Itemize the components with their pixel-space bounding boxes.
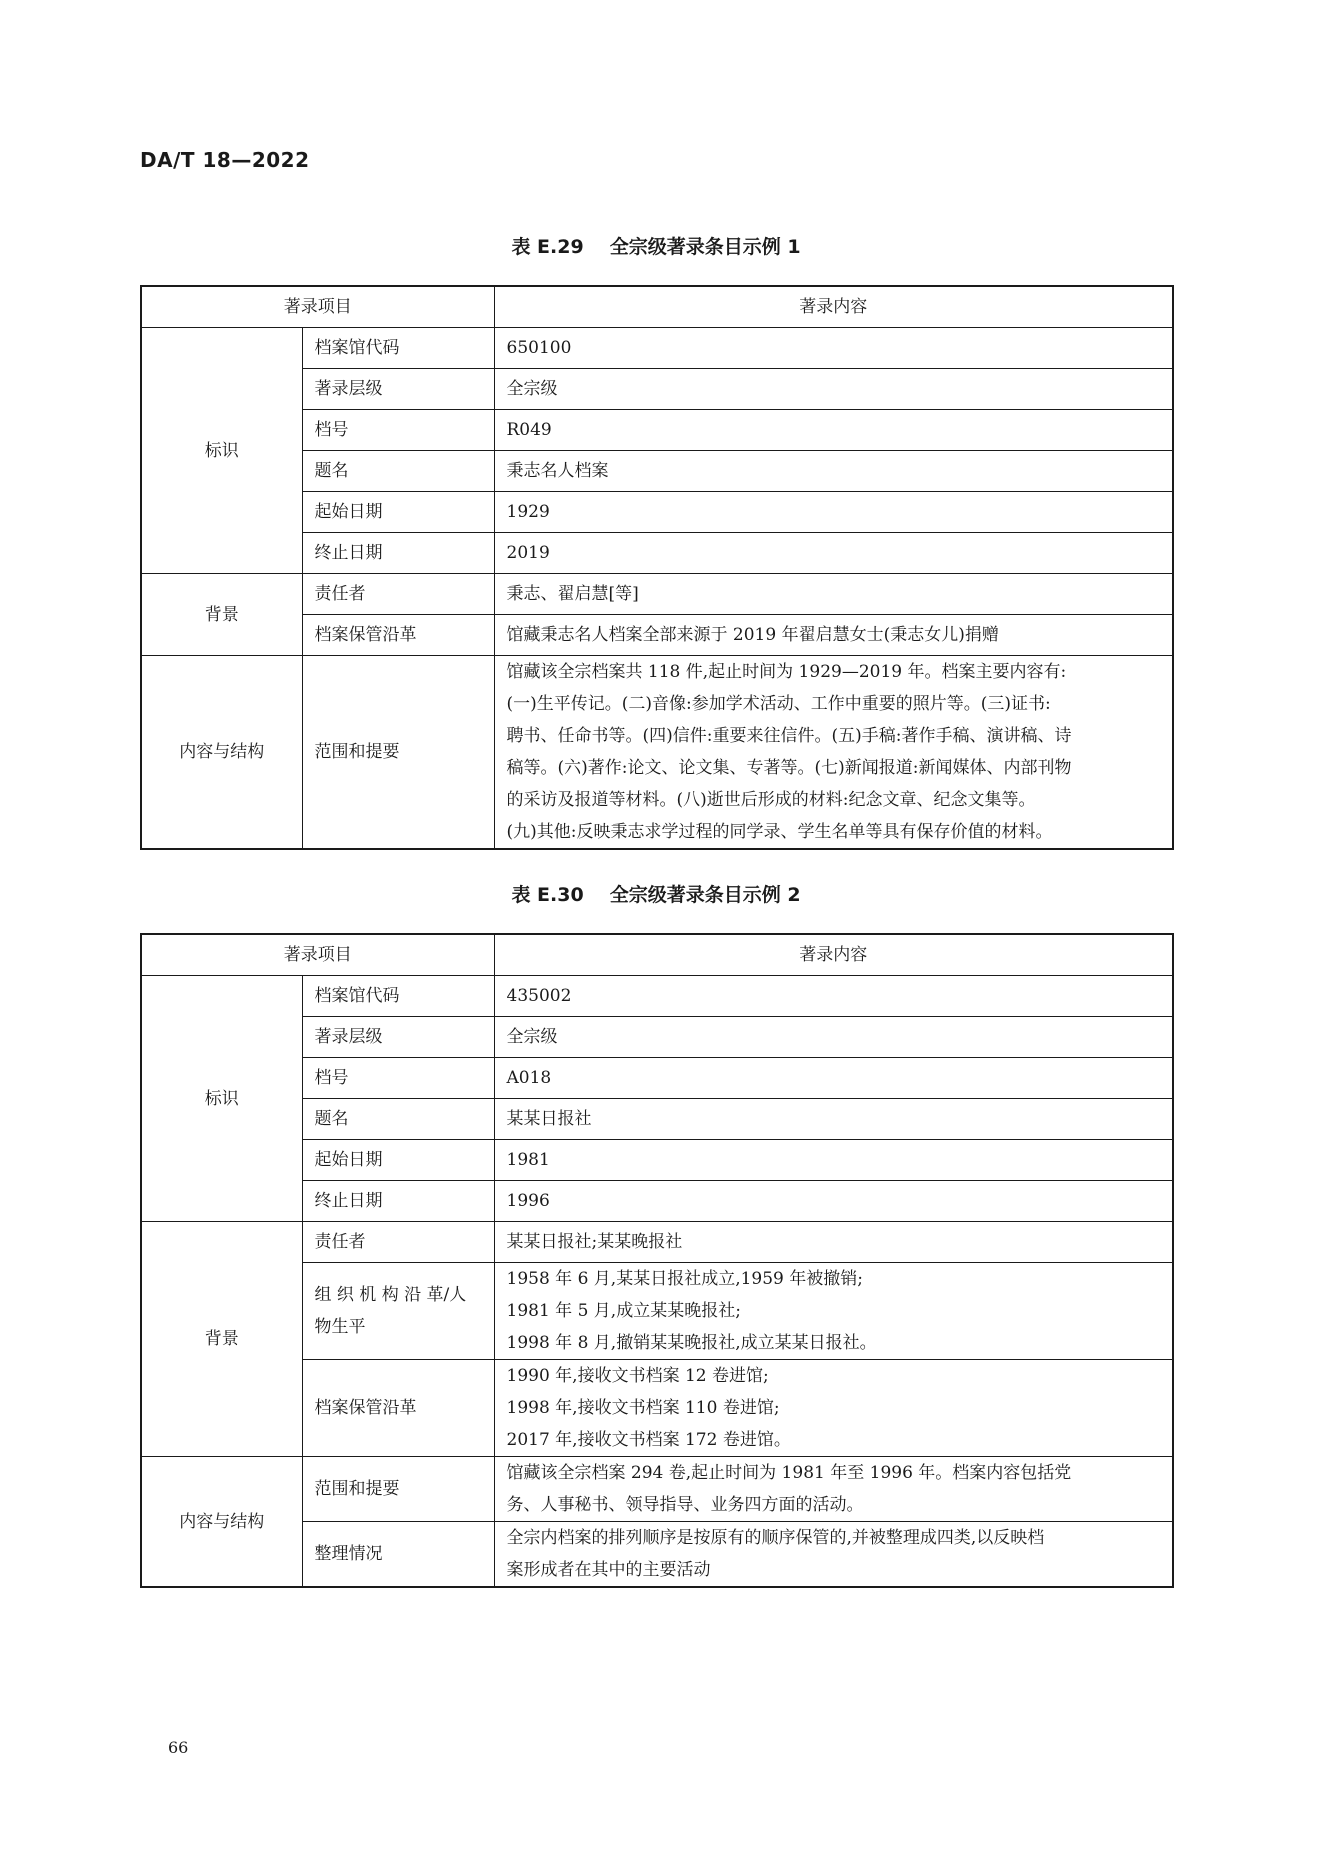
page-number: 66 (168, 1738, 189, 1757)
row-value (494, 1457, 1173, 1522)
table-row (141, 574, 1173, 615)
row-value (494, 656, 1173, 850)
standard-code: DA/T 18—2022 (140, 148, 310, 172)
row-label: 整理情况 (302, 1522, 494, 1588)
text-line: 案形成者在其中的主要活动 (506, 1560, 711, 1580)
row-label: 档号 (302, 410, 494, 451)
row-label: 责任者 (302, 574, 494, 615)
caption-number: 表 E.30 (511, 884, 584, 906)
text-line: 馆藏该全宗档案 294 卷,起止时间为 1981 年至 1996 年。档案内容包括党 (506, 1463, 1072, 1483)
table-header-row (141, 286, 1173, 328)
text-line: 务、人事秘书、领导指导、业务四方面的活动。 (506, 1495, 864, 1515)
row-label: 题名 (302, 1099, 494, 1140)
catalog-table-1 (140, 285, 1174, 850)
group-content: 内容与结构 (141, 656, 302, 850)
catalog-table-2 (140, 933, 1174, 1588)
row-label: 终止日期 (302, 1181, 494, 1222)
row-label: 范围和提要 (302, 1457, 494, 1522)
table-row (141, 1457, 1173, 1522)
header-content: 著录内容 (494, 934, 1173, 976)
caption-number: 表 E.29 (511, 236, 584, 258)
group-identity: 标识 (141, 328, 302, 574)
table-caption-2 (140, 880, 1172, 907)
row-value (494, 1522, 1173, 1588)
row-value: 650100 (494, 328, 1173, 369)
table-row (141, 976, 1173, 1017)
table-header-row (141, 934, 1173, 976)
label-line: 组 织 机 构 沿 革/人 (314, 1285, 467, 1305)
table-row (141, 656, 1173, 850)
text-line: 的采访及报道等材料。(八)逝世后形成的材料:纪念文章、纪念文集等。 (506, 790, 1036, 810)
row-value: 馆藏秉志名人档案全部来源于 2019 年翟启慧女士(秉志女儿)捐赠 (494, 615, 1173, 656)
row-label: 范围和提要 (302, 656, 494, 850)
text-line: 1990 年,接收文书档案 12 卷进馆; (506, 1366, 769, 1386)
row-label: 档案馆代码 (302, 976, 494, 1017)
row-value: 秉志名人档案 (494, 451, 1173, 492)
text-line: (九)其他:反映秉志求学过程的同学录、学生名单等具有保存价值的材料。 (506, 822, 1053, 842)
row-label: 责任者 (302, 1222, 494, 1263)
row-value: 1929 (494, 492, 1173, 533)
text-line: 全宗内档案的排列顺序是按原有的顺序保管的,并被整理成四类,以反映档 (506, 1528, 1045, 1548)
row-label: 起始日期 (302, 1140, 494, 1181)
row-value: 1996 (494, 1181, 1173, 1222)
text-line: 聘书、任命书等。(四)信件:重要来往信件。(五)手稿:著作手稿、演讲稿、诗 (506, 726, 1072, 746)
row-value: A018 (494, 1058, 1173, 1099)
header-content: 著录内容 (494, 286, 1173, 328)
row-value: 全宗级 (494, 1017, 1173, 1058)
group-background: 背景 (141, 574, 302, 656)
row-value (494, 1263, 1173, 1360)
header-item: 著录项目 (141, 934, 494, 976)
text-line: 馆藏该全宗档案共 118 件,起止时间为 1929—2019 年。档案主要内容有: (506, 662, 1067, 682)
text-line: 1981 年 5 月,成立某某晚报社; (506, 1301, 741, 1321)
row-label: 起始日期 (302, 492, 494, 533)
table-row (141, 1222, 1173, 1263)
row-value: 435002 (494, 976, 1173, 1017)
caption-title: 全宗级著录条目示例 2 (609, 884, 801, 906)
row-value: 某某日报社 (494, 1099, 1173, 1140)
table-caption-1 (140, 232, 1172, 259)
row-value: 某某日报社;某某晚报社 (494, 1222, 1173, 1263)
table-row (141, 328, 1173, 369)
row-value: R049 (494, 410, 1173, 451)
text-line: 1998 年 8 月,撤销某某晚报社,成立某某日报社。 (506, 1333, 877, 1353)
row-label: 题名 (302, 451, 494, 492)
row-label: 档案保管沿革 (302, 615, 494, 656)
row-label: 档案馆代码 (302, 328, 494, 369)
text-line: 2017 年,接收文书档案 172 卷进馆。 (506, 1430, 791, 1450)
text-line: 1998 年,接收文书档案 110 卷进馆; (506, 1398, 780, 1418)
row-label: 著录层级 (302, 369, 494, 410)
text-line: 稿等。(六)著作:论文、论文集、专著等。(七)新闻报道:新闻媒体、内部刊物 (506, 758, 1072, 778)
row-label: 档号 (302, 1058, 494, 1099)
label-line: 物生平 (314, 1317, 366, 1337)
row-value: 全宗级 (494, 369, 1173, 410)
row-value (494, 1360, 1173, 1457)
row-label (302, 1263, 494, 1360)
text-line: (一)生平传记。(二)音像:参加学术活动、工作中重要的照片等。(三)证书: (506, 694, 1051, 714)
group-content: 内容与结构 (141, 1457, 302, 1588)
row-value: 1981 (494, 1140, 1173, 1181)
group-background: 背景 (141, 1222, 302, 1457)
row-value: 秉志、翟启慧[等] (494, 574, 1173, 615)
row-label: 档案保管沿革 (302, 1360, 494, 1457)
row-value: 2019 (494, 533, 1173, 574)
row-label: 著录层级 (302, 1017, 494, 1058)
caption-title: 全宗级著录条目示例 1 (609, 236, 801, 258)
header-item: 著录项目 (141, 286, 494, 328)
row-label: 终止日期 (302, 533, 494, 574)
group-identity: 标识 (141, 976, 302, 1222)
text-line: 1958 年 6 月,某某日报社成立,1959 年被撤销; (506, 1269, 863, 1289)
